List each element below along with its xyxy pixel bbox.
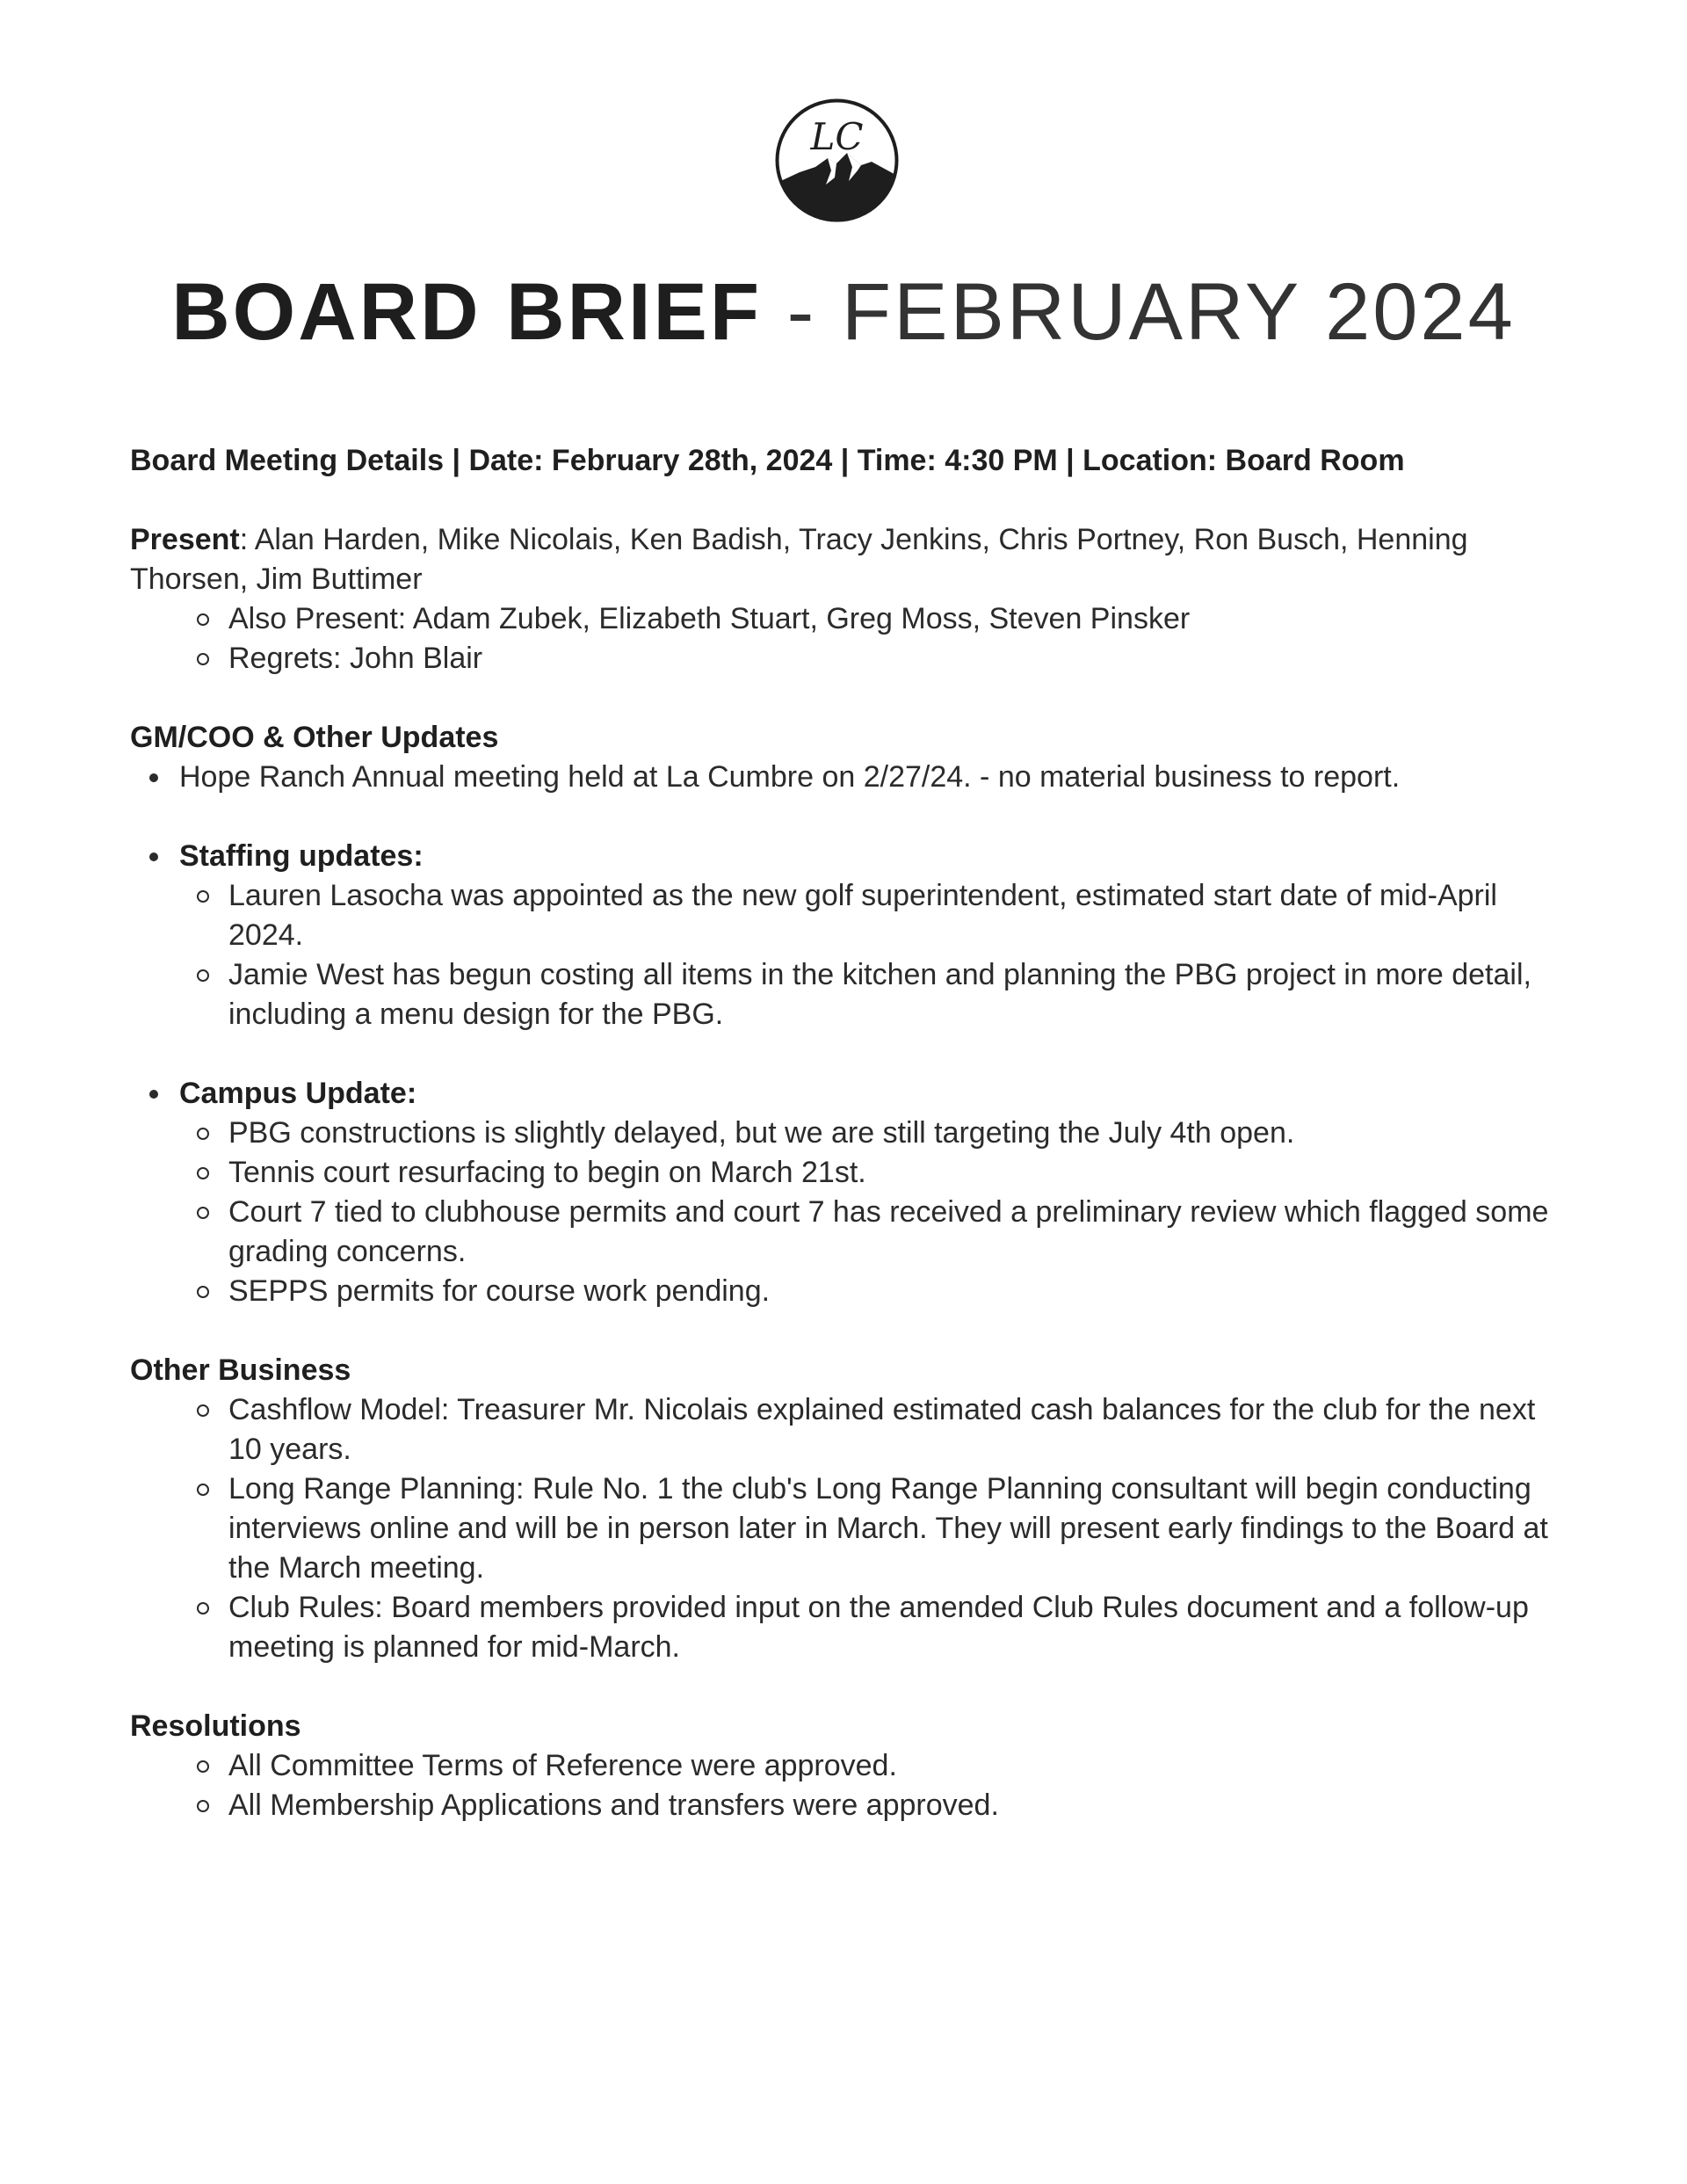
list-item: Court 7 tied to clubhouse permits and court 7 has received a preliminary review which flagged some grading concerns. (179, 1193, 1571, 1272)
mountain-logo-icon (773, 97, 901, 224)
resolutions-list (130, 1746, 1571, 1825)
list-item: Club Rules: Board members provided input on the amended Club Rules document and a follow-up meeting is planned for mid-March. (130, 1588, 1571, 1667)
other-business-heading: Other Business (130, 1353, 351, 1387)
campus-list (130, 1074, 1571, 1311)
campus-section (130, 1074, 1571, 1311)
list-item: Cashflow Model: Treasurer Mr. Nicolais explained estimated cash balances for the club for the next 10 years. (130, 1390, 1571, 1469)
list-item: All Membership Applications and transfers were approved. (130, 1786, 1571, 1825)
resolutions-heading: Resolutions (130, 1709, 301, 1743)
list-item: Long Range Planning: Rule No. 1 the club's Long Range Planning consultant will begin conducting interviews online and will be in person later in March. They will present early findings to the Board at the March meeting. (130, 1469, 1571, 1588)
present-names: : Alan Harden, Mike Nicolais, Ken Badish, Tracy Jenkins, Chris Portney, Ron Busch, Henning Thorsen, Jim Buttimer (130, 523, 1468, 596)
other-business-list (130, 1390, 1571, 1667)
list-item: All Committee Terms of Reference were approved. (130, 1746, 1571, 1786)
list-item: Jamie West has begun costing all items in the kitchen and planning the PBG project in more detail, including a menu design for the PBG. (179, 955, 1571, 1034)
staffing-sublist (179, 876, 1571, 1034)
list-item: Lauren Lasocha was appointed as the new golf superintendent, estimated start date of mid-April 2024. (179, 876, 1571, 955)
page-title (0, 264, 1687, 360)
list-item: Tennis court resurfacing to begin on March 21st. (179, 1153, 1571, 1193)
list-item: PBG constructions is slightly delayed, but we are still targeting the July 4th open. (179, 1114, 1571, 1153)
staffing-list (130, 837, 1571, 1034)
staffing-label: Staffing updates: (179, 839, 424, 873)
gm-list (130, 758, 1571, 797)
gm-heading: GM/COO & Other Updates (130, 721, 499, 754)
present-label: Present (130, 523, 240, 556)
list-item: SEPPS permits for course work pending. (179, 1272, 1571, 1311)
list-item: Regrets: John Blair (130, 639, 1571, 678)
title-bold: BOARD BRIEF (171, 267, 763, 357)
campus-sublist (179, 1114, 1571, 1311)
campus-label: Campus Update: (179, 1077, 417, 1110)
staffing-section (130, 837, 1571, 1034)
document-body (130, 441, 1571, 1825)
meeting-details: Board Meeting Details | Date: February 28th, 2024 | Time: 4:30 PM | Location: Board Room (130, 444, 1405, 477)
list-item: Also Present: Adam Zubek, Elizabeth Stuart, Greg Moss, Steven Pinsker (130, 599, 1571, 639)
logo-monogram: LC (810, 115, 864, 158)
title-light: - FEBRUARY 2024 (762, 267, 1516, 357)
list-item: Hope Ranch Annual meeting held at La Cumbre on 2/27/24. - no material business to report. (130, 758, 1571, 797)
present-line (130, 520, 1571, 599)
present-sublist (130, 599, 1571, 678)
